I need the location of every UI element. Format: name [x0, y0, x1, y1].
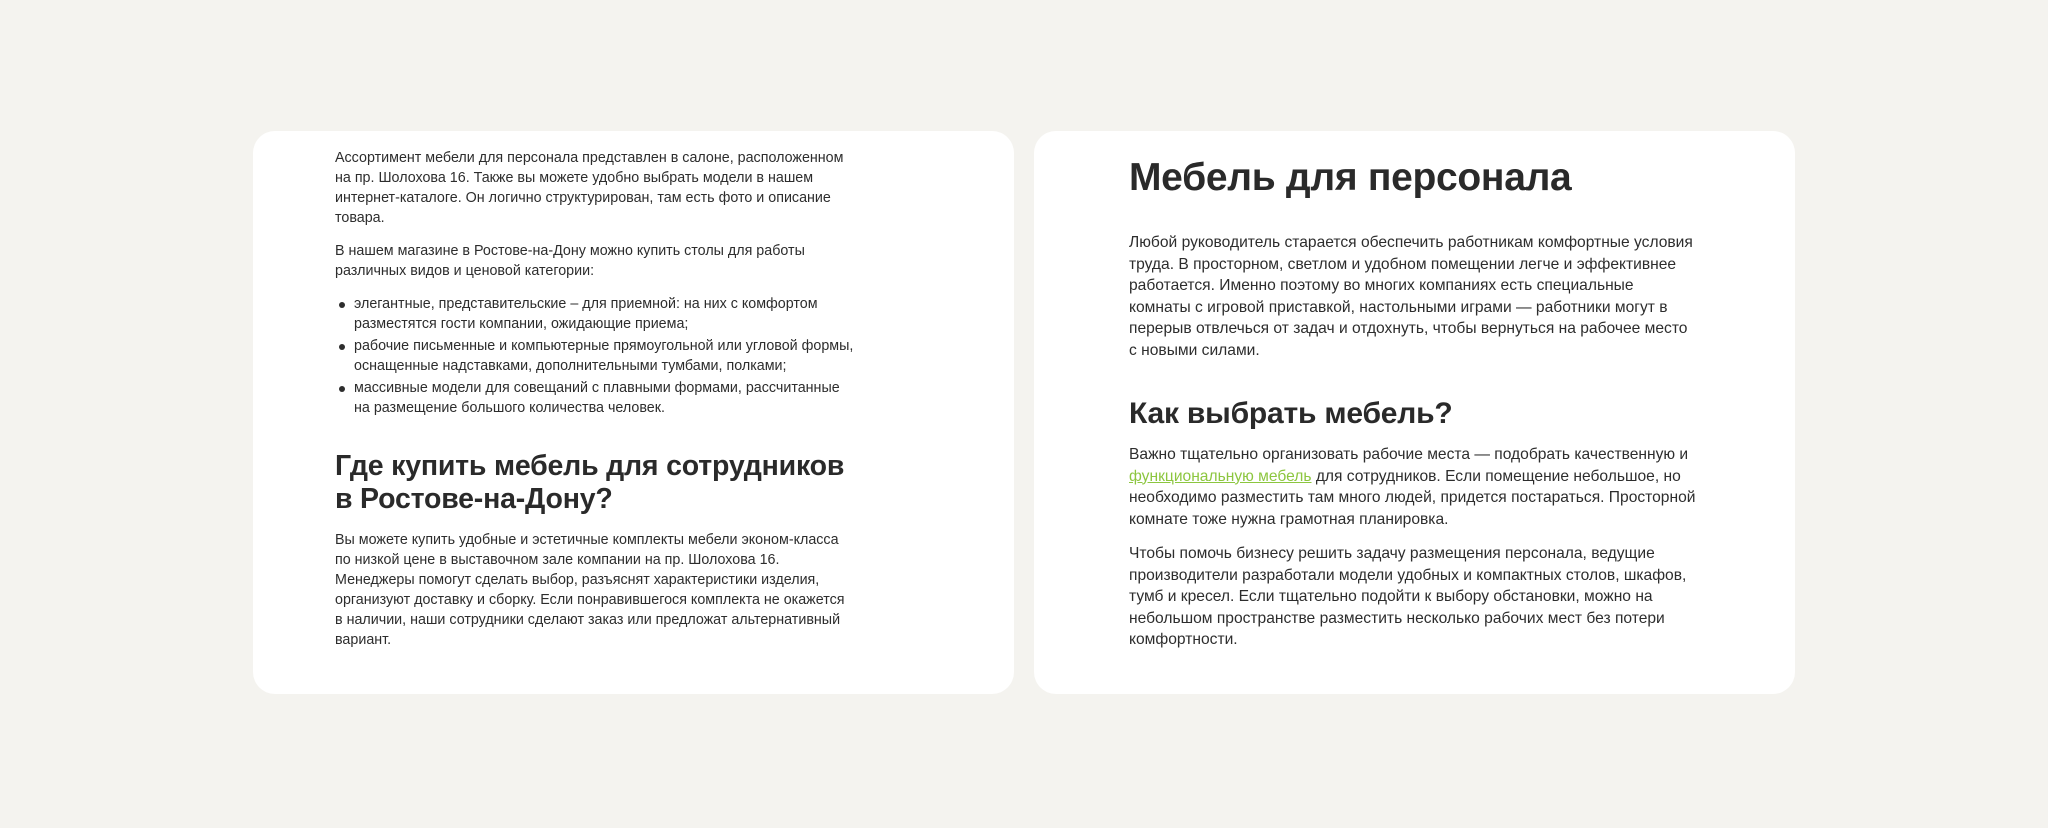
buy-paragraph: Вы можете купить удобные и эстетичные комплекты мебели эконом-класса по низкой цене в выставочном зале компании на пр. Шолохова 16. Менеджеры помогут сделать выбор, разъяснят характеристики изделия, организуют доставку и сборку. Если понравившегося комплекта не окажется в наличии, наши сотрудники сделают заказ или предложат альтернативный вариант. — [335, 532, 845, 648]
choose-text-before-link: Важно тщательно организовать рабочие места — подобрать качественную и — [1129, 446, 1689, 463]
tables-paragraph: В нашем магазине в Ростове-на-Дону можно купить столы для работы различных видов и ценовой категории: — [335, 243, 805, 279]
right-text-column — [1129, 155, 1699, 651]
left-text-column — [335, 148, 855, 650]
left-content-card — [253, 131, 1014, 694]
page-title: Мебель для персонала — [1129, 156, 1572, 199]
how-to-choose-heading: Как выбрать мебель? — [1129, 397, 1453, 430]
choose-text-after-link: для сотрудников. Если помещение небольшое, но необходимо разместить там много людей, придется постараться. Просторной комнате тоже нужна грамотная планировка. — [1129, 467, 1696, 528]
functional-furniture-link[interactable]: функциональную мебель — [1129, 467, 1312, 485]
list-item: рабочие письменные и компьютерные прямоугольной или угловой формы, оснащенные надставками, дополнительными тумбами, полками; — [335, 336, 855, 376]
tables-list — [335, 294, 855, 418]
right-content-card — [1034, 131, 1795, 694]
list-item: элегантные, представительские – для приемной: на них с комфортом разместятся гости компании, ожидающие приема; — [335, 294, 855, 334]
placement-paragraph: Чтобы помочь бизнесу решить задачу размещения персонала, ведущие производители разработали модели удобных и компактных столов, шкафов, тумб и кресел. Если тщательно подойти к выбору обстановки, можно на небольшом пространстве разместить несколько рабочих мест без потери комфортности. — [1129, 545, 1687, 648]
intro-paragraph: Ассортимент мебели для персонала представлен в салоне, расположенном на пр. Шолохова 16. Также вы можете удобно выбрать модели в нашем интернет-каталоге. Он логично структурирован, там есть фото и описание товара. — [335, 150, 844, 226]
choose-paragraph — [1129, 444, 1699, 530]
intro-paragraph: Любой руководитель старается обеспечить работникам комфортные условия труда. В просторном, светлом и удобном помещении легче и эффективнее работается. Именно поэтому во многих компаниях есть специальные комнаты с игровой приставкой, настольными играми — работники могут в перерыв отвлечься от задач и отдохнуть, чтобы вернуться на рабочее место с новыми силами. — [1129, 234, 1693, 359]
list-item: массивные модели для совещаний с плавными формами, рассчитанные на размещение большого количества человек. — [335, 378, 855, 418]
where-to-buy-heading: Где купить мебель для сотрудников в Ростове-на-Дону? — [335, 450, 845, 515]
